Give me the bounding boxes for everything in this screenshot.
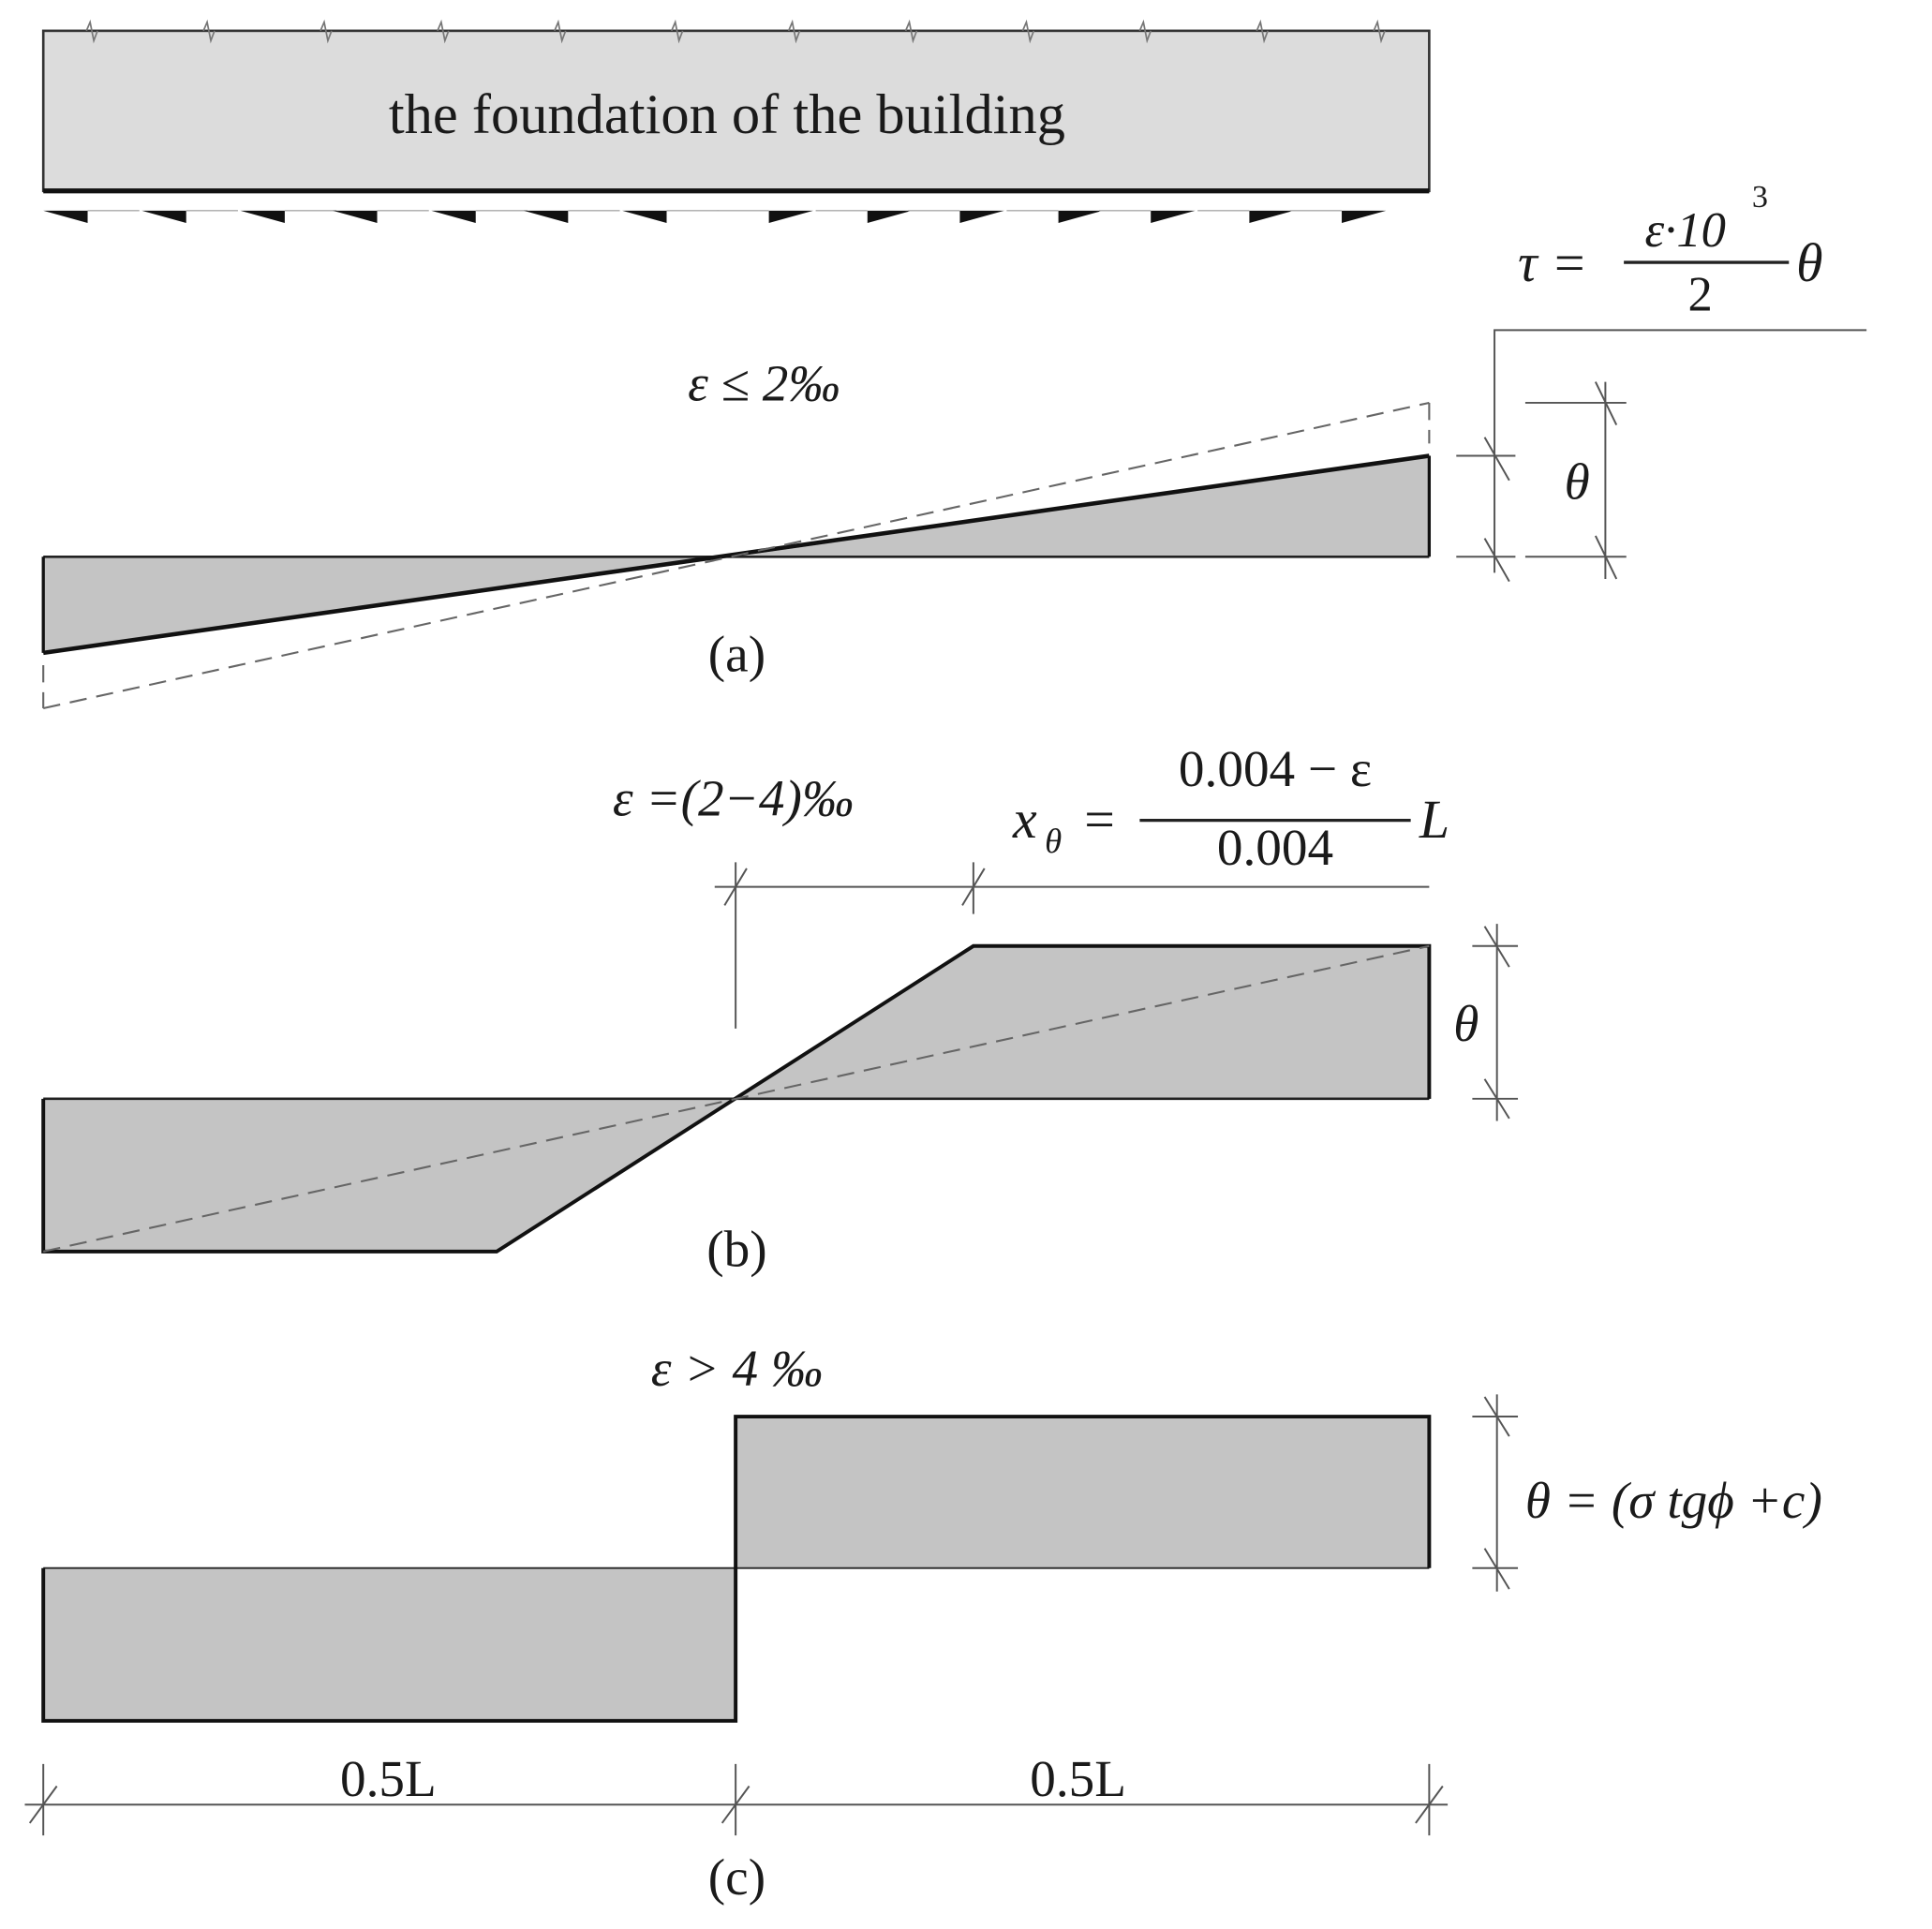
support-triangle: [622, 211, 666, 223]
tau-exponent: 3: [1751, 179, 1768, 215]
x-numerator: 0.004 − ε: [1178, 739, 1373, 797]
label-b: (b): [706, 1220, 767, 1278]
support-triangle: [1249, 211, 1293, 223]
label-c: (c): [707, 1848, 766, 1907]
condition-a: ε ≤ 2‰: [688, 354, 840, 412]
tau-formula: [1494, 180, 1866, 573]
foundation: [43, 22, 1429, 191]
support-triangle: [868, 211, 912, 223]
support-triangle: [1151, 211, 1195, 223]
foundation-label: the foundation of the building: [388, 83, 1066, 146]
x-theta-formula: [1012, 740, 1449, 876]
support-triangle: [524, 211, 568, 223]
tau-lhs: τ =: [1518, 231, 1588, 293]
support-triangle: [431, 211, 475, 223]
theta-dim-a: θ: [1564, 453, 1590, 511]
condition-c: ε > 4 ‰: [650, 1340, 824, 1398]
theta-dim-c: θ = (σ tgϕ +c): [1524, 1471, 1822, 1529]
support-triangle: [1059, 211, 1103, 223]
x-L: L: [1419, 789, 1450, 851]
support-triangle: [141, 211, 186, 223]
tau-numerator: ε·10: [1644, 202, 1726, 258]
support-triangle: [43, 211, 87, 223]
support-triangle: [959, 211, 1003, 223]
condition-b: ε =(2−4)‰: [612, 769, 855, 827]
tau-theta: θ: [1796, 231, 1823, 293]
x-sub: θ: [1045, 821, 1063, 860]
tau-denominator: 2: [1687, 267, 1713, 322]
panel-a: [43, 354, 1627, 708]
label-a: (a): [707, 625, 766, 683]
support-triangle: [241, 211, 285, 223]
x-denominator: 0.004: [1216, 818, 1334, 876]
support-triangle: [333, 211, 377, 223]
support-triangle: [1342, 211, 1386, 223]
panel-b: [43, 740, 1518, 1278]
dim-right: 0.5L: [1030, 1750, 1127, 1807]
dim-left: 0.5L: [339, 1750, 437, 1807]
support-triangles: [43, 211, 1386, 223]
support-triangle: [769, 211, 813, 223]
x-eq: =: [1084, 789, 1115, 851]
panel-c: [24, 1340, 1821, 1906]
x-lhs: x: [1012, 789, 1037, 851]
theta-dim-b: θ: [1453, 995, 1479, 1053]
